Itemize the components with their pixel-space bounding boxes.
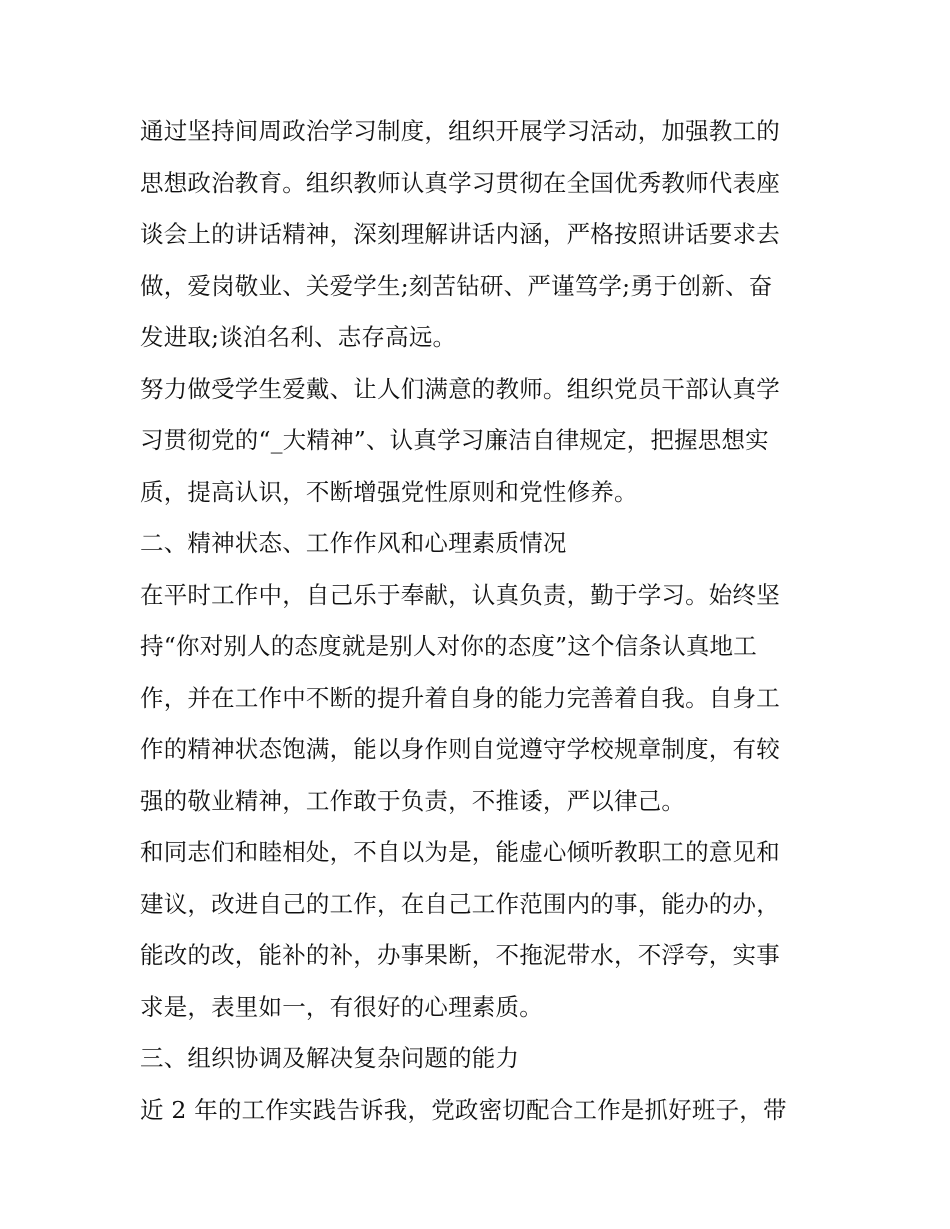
section-heading: 三、组织协调及解决复杂问题的能力 [140,1044,520,1072]
document-body [140,106,820,1136]
text-line: 发进取;谈泊名利、志存高远。 [140,323,457,351]
text-line: 思想政治教育。组织教师认真学习贯彻在全国优秀教师代表座 [140,168,780,197]
text-line: 强的敬业精神，工作敢于负责，不推诿，严以律己。 [140,786,686,815]
text-line: 求是，表里如一，有很好的心理素质。 [140,992,543,1021]
text-line: 作的精神状态饱满，能以身作则自觉遵守学校规章制度，有较 [140,735,780,763]
text-line: 通过坚持间周政治学习制度，组织开展学习活动，加强教工的 [140,117,780,145]
text-line: 作，并在工作中不断的提升着自身的能力完善着自我。自身工 [140,683,780,712]
text-line: 习贯彻党的“_大精神”、认真学习廉洁自律规定，把握思想实 [140,426,769,454]
text-line: 质，提高认识，不断增强党性原则和党性修养。 [140,477,638,506]
text-line: 和同志们和睦相处，不自以为是，能虚心倾听教职工的意见和 [140,838,780,866]
text-line: 谈会上的讲话精神，深刻理解讲话内涵，严格按照讲话要求去 [140,220,780,248]
text-line: 持“你对别人的态度就是别人对你的态度”这个信条认真地工 [140,632,757,660]
section-heading: 二、精神状态、工作作风和心理素质情况 [140,529,567,557]
text-line: 做，爱岗敬业、关爱学生;刻苦钻研、严谨笃学;勇于创新、奋 [140,271,773,300]
text-line: 建议，改进自己的工作，在自己工作范围内的事，能办的办， [140,889,780,918]
text-line: 在平时工作中，自己乐于奉献，认真负责，勤于学习。始终坚 [140,580,780,609]
text-line: 能改的改，能补的补，办事果断，不拖泥带水，不浮夸，实事 [140,941,780,969]
text-line: 努力做受学生爱戴、让人们满意的教师。组织党员干部认真学 [140,374,780,403]
text-line: 近 2 年的工作实践告诉我，党政密切配合工作是抓好班子，带 [140,1095,787,1124]
